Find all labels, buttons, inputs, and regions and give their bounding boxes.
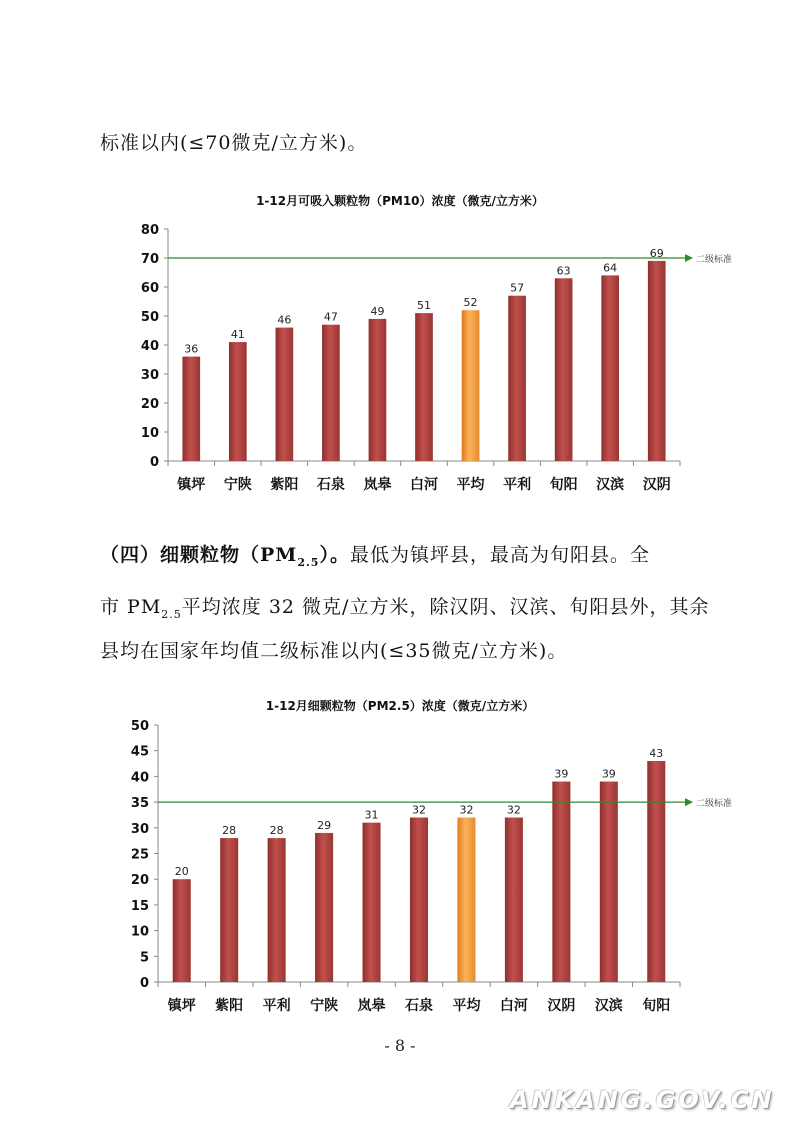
bar xyxy=(173,879,191,982)
heading-text: （四）细颗粒物（PM xyxy=(100,544,298,566)
y-tick-label: 45 xyxy=(130,744,149,760)
data-label: 49 xyxy=(370,304,385,318)
x-tick-label: 宁陕 xyxy=(223,477,252,493)
x-tick-label: 旬阳 xyxy=(642,998,671,1014)
data-label: 28 xyxy=(222,824,237,838)
y-tick-label: 50 xyxy=(130,719,149,734)
x-tick-label: 宁陕 xyxy=(310,998,339,1014)
y-tick-label: 70 xyxy=(140,252,159,267)
bar xyxy=(505,818,523,982)
paragraph-line-4: 县均在国家年均值二级标准以内(≤35微克/立方米)。 xyxy=(100,640,568,662)
reference-arrow xyxy=(685,798,693,806)
x-tick-label: 平利 xyxy=(262,998,291,1014)
heading-subscript: 2.5 xyxy=(297,555,320,569)
y-tick-label: 30 xyxy=(130,821,149,837)
bar xyxy=(322,325,340,461)
bar-average xyxy=(457,818,475,982)
bar xyxy=(369,319,387,461)
paragraph-line-2-text: 最低为镇坪县，最高为旬阳县。全 xyxy=(349,544,650,566)
y-tick-label: 20 xyxy=(130,873,149,889)
y-tick-label: 40 xyxy=(130,770,149,786)
bar xyxy=(601,275,619,461)
bar xyxy=(647,761,665,982)
bar xyxy=(220,838,238,982)
data-label: 63 xyxy=(556,264,571,278)
data-label: 69 xyxy=(649,246,664,260)
data-label: 43 xyxy=(649,746,664,760)
y-tick-label: 20 xyxy=(140,397,159,412)
chart-pm10 xyxy=(0,210,800,520)
section-heading-pm25 xyxy=(100,544,350,569)
data-label: 39 xyxy=(554,767,569,781)
paragraph-line-1: 标准以内(≤70微克/立方米)。 xyxy=(100,132,368,154)
y-tick-label: 0 xyxy=(139,976,149,991)
data-label: 20 xyxy=(174,865,189,879)
bar xyxy=(552,782,570,982)
bar xyxy=(600,782,618,982)
data-label: 46 xyxy=(277,313,292,327)
watermark: ANKANG.GOV.CN xyxy=(510,1086,775,1114)
x-tick-label: 岚皋 xyxy=(357,998,386,1014)
x-tick-label: 汉阴 xyxy=(642,477,671,493)
bar xyxy=(410,818,428,982)
bar xyxy=(229,342,247,461)
x-tick-label: 汉阴 xyxy=(547,998,576,1014)
x-tick-label: 汉滨 xyxy=(594,998,623,1014)
chart1-title: 1-12月可吸入颗粒物（PM10）浓度（微克/立方米） xyxy=(256,194,544,208)
y-tick-label: 35 xyxy=(130,796,149,812)
paragraph-line-2 xyxy=(100,540,730,569)
y-tick-label: 40 xyxy=(140,339,159,354)
data-label: 32 xyxy=(412,803,426,817)
data-label: 41 xyxy=(230,328,245,342)
data-label: 32 xyxy=(506,803,521,817)
y-tick-label: 30 xyxy=(140,368,159,383)
bar xyxy=(268,838,286,982)
bar xyxy=(182,357,200,461)
bar-average xyxy=(462,310,480,461)
data-label: 52 xyxy=(463,296,478,310)
x-tick-label: 平均 xyxy=(456,477,485,493)
data-label: 28 xyxy=(269,824,284,838)
y-tick-label: 50 xyxy=(140,310,159,325)
data-label: 47 xyxy=(323,310,338,324)
y-tick-label: 80 xyxy=(140,223,159,238)
reference-arrow xyxy=(685,254,693,262)
y-tick-label: 15 xyxy=(130,898,149,914)
x-tick-label: 石泉 xyxy=(316,477,345,493)
paragraph-line-3-b: 平均浓度 32 微克/立方米，除汉阴、汉滨、旬阳县外，其余 xyxy=(181,596,710,618)
y-tick-label: 5 xyxy=(139,950,149,966)
y-tick-label: 0 xyxy=(149,455,159,470)
bar xyxy=(648,261,666,461)
pm-subscript: 2.5 xyxy=(161,607,182,621)
data-label: 39 xyxy=(601,767,616,781)
page-number: - 8 - xyxy=(384,1036,416,1055)
x-tick-label: 白河 xyxy=(499,998,528,1014)
x-tick-label: 镇坪 xyxy=(167,998,196,1014)
x-tick-label: 镇坪 xyxy=(177,477,206,493)
y-tick-label: 60 xyxy=(140,281,159,296)
y-tick-label: 10 xyxy=(130,924,149,940)
chart-pm25 xyxy=(0,712,800,1022)
x-tick-label: 平利 xyxy=(503,477,532,493)
x-tick-label: 汉滨 xyxy=(596,477,625,493)
y-tick-label: 25 xyxy=(130,847,149,863)
data-label: 31 xyxy=(364,808,379,822)
x-tick-label: 平均 xyxy=(452,998,481,1014)
heading-end: ）。 xyxy=(319,544,350,566)
data-label: 64 xyxy=(603,261,618,275)
data-label: 36 xyxy=(184,342,199,356)
bar xyxy=(555,278,573,461)
bar xyxy=(276,328,294,461)
chart2-title: 1-12月细颗粒物（PM2.5）浓度（微克/立方米） xyxy=(265,699,535,713)
x-tick-label: 白河 xyxy=(410,477,438,493)
x-tick-label: 紫阳 xyxy=(270,477,299,493)
paragraph-line-3-a: 市 PM xyxy=(100,596,162,618)
reference-label: 二级标准 xyxy=(696,799,733,810)
reference-label: 二级标准 xyxy=(696,255,733,265)
x-tick-label: 石泉 xyxy=(405,998,433,1014)
data-label: 32 xyxy=(459,803,474,817)
x-tick-label: 旬阳 xyxy=(549,477,578,493)
bar xyxy=(315,833,333,982)
paragraph-line-3 xyxy=(100,592,730,621)
bar xyxy=(415,313,433,461)
bar xyxy=(363,823,381,982)
data-label: 57 xyxy=(510,281,525,295)
bar xyxy=(508,296,526,461)
data-label: 51 xyxy=(417,299,431,313)
y-tick-label: 10 xyxy=(140,426,159,441)
x-tick-label: 紫阳 xyxy=(215,998,244,1014)
data-label: 29 xyxy=(317,818,332,832)
x-tick-label: 岚皋 xyxy=(363,477,392,493)
